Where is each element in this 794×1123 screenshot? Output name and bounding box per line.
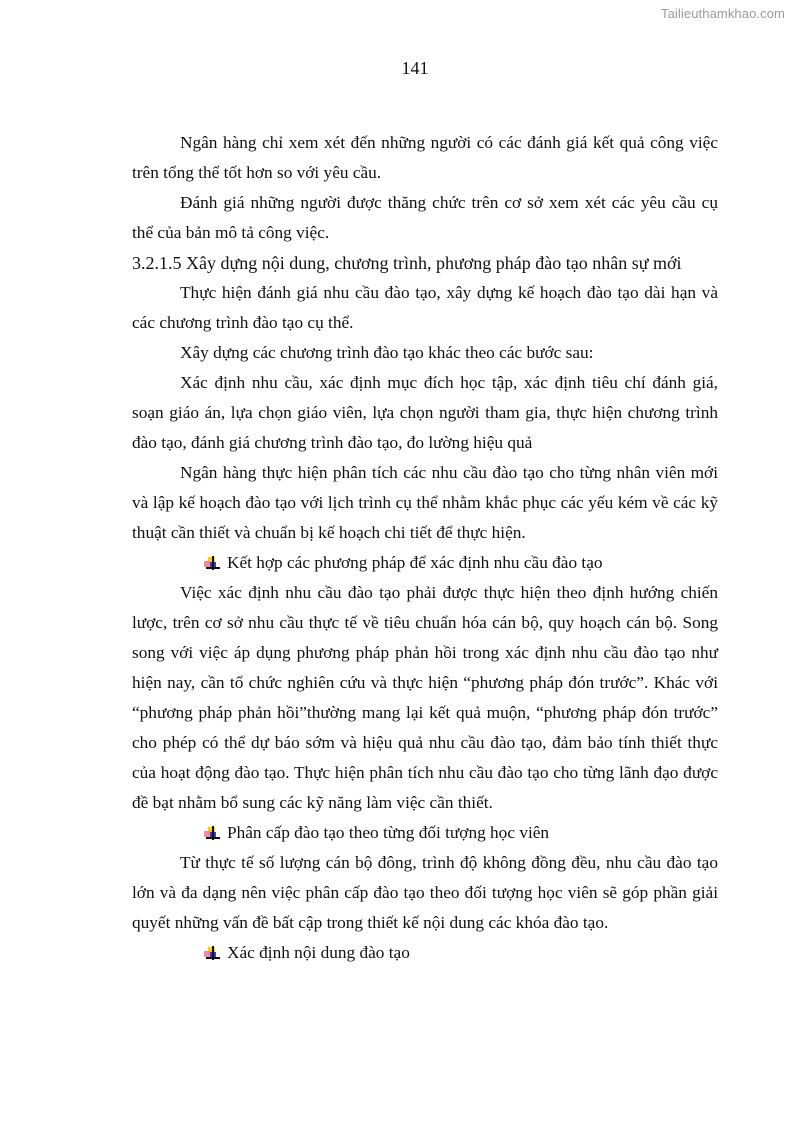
paragraph: Từ thực tế số lượng cán bộ đông, trình độ không đồng đều, nhu cầu đào tạo lớn và đa dạng nên việc phân cấp đào tạo theo đối tượng học viên sẽ góp phần giải quyết những vấn đề bất cập trong thiết kế nội dung các khóa đào tạo. (132, 853, 718, 932)
pushpin-bullet-icon (204, 556, 220, 570)
bullet-text: Xác định nội dung đào tạo (227, 943, 410, 962)
paragraph: Ngân hàng chỉ xem xét đến những người có các đánh giá kết quả công việc trên tổng thể tốt hơn so với yêu cầu. (132, 133, 718, 182)
page-number: 141 (401, 58, 429, 78)
pushpin-bullet-icon (204, 826, 220, 840)
pushpin-bullet-icon (204, 946, 220, 960)
bullet-item (204, 548, 718, 578)
paragraph: Thực hiện đánh giá nhu cầu đào tạo, xây dựng kế hoạch đào tạo dài hạn và các chương trình đào tạo cụ thể. (132, 283, 718, 332)
document-body (132, 128, 718, 968)
paragraph: Xây dựng các chương trình đào tạo khác theo các bước sau: (180, 343, 594, 362)
section-heading: 3.2.1.5 Xây dựng nội dung, chương trình, phương pháp đào tạo nhân sự mới (132, 253, 682, 273)
bullet-text: Phân cấp đào tạo theo từng đối tượng học viên (227, 823, 550, 842)
paragraph: Ngân hàng thực hiện phân tích các nhu cầu đào tạo cho từng nhân viên mới và lập kế hoạch đào tạo với lịch trình cụ thể nhằm khắc phục các yếu kém về các kỹ thuật cần thiết và chuẩn bị kế hoạch chi tiết để thực hiện. (132, 463, 718, 542)
paragraph: Việc xác định nhu cầu đào tạo phải được thực hiện theo định hướng chiến lược, trên cơ sở nhu cầu thực tế về tiêu chuẩn hóa cán bộ, quy hoạch cán bộ. Song song với việc áp dụng phương pháp phản hồi trong xác định nhu cầu đào tạo như hiện nay, cần tổ chức nghiên cứu và thực hiện “phương pháp đón trước”. Khác với “phương pháp phản hồi”thường mang lại kết quả muộn, “phương pháp đón trước” cho phép có thể dự báo sớm và hiệu quả nhu cầu đào tạo, đảm bảo tính thiết thực của hoạt động đào tạo. Thực hiện phân tích nhu cầu đào tạo cho từng lãnh đạo được đề bạt nhằm bổ sung các kỹ năng làm việc cần thiết. (132, 583, 718, 812)
watermark: Tailieuthamkhao.com (660, 6, 785, 21)
paragraph: Đánh giá những người được thăng chức trên cơ sở xem xét các yêu cầu cụ thể của bản mô tả công việc. (132, 193, 718, 242)
bullet-item (204, 938, 718, 968)
paragraph: Xác định nhu cầu, xác định mục đích học tập, xác định tiêu chí đánh giá, soạn giáo án, lựa chọn giáo viên, lựa chọn người tham gia, thực hiện chương trình đào tạo, đánh giá chương trình đào tạo, đo lường hiệu quả (132, 373, 718, 452)
bullet-text: Kết hợp các phương pháp để xác định nhu cầu đào tạo (227, 553, 603, 572)
bullet-item (204, 818, 718, 848)
